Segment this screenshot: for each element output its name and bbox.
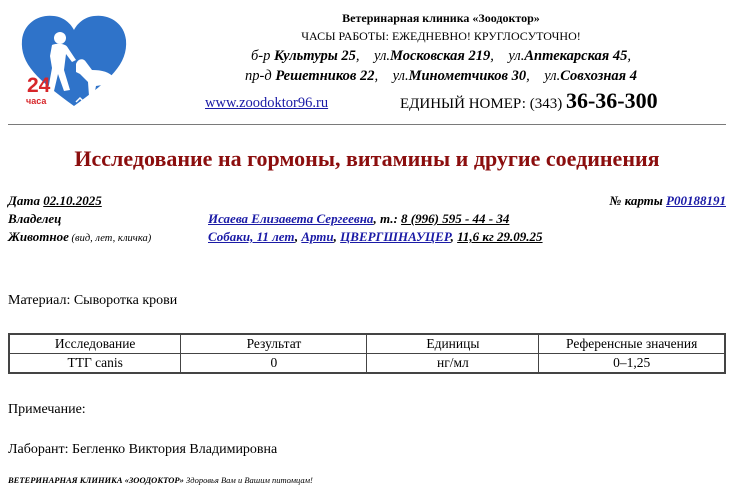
date-row — [8, 193, 102, 209]
lab-technician-line: Лаборант: Бегленко Виктория Владимировна — [8, 442, 278, 457]
animal-hint: (вид, лет, кличка) — [68, 233, 152, 244]
working-hours: ЧАСЫ РАБОТЫ: ЕЖЕДНЕВНО! КРУГЛОСУТОЧНО! — [301, 29, 581, 43]
phone-block — [400, 88, 658, 114]
material-line: Материал: Сыворотка крови — [8, 293, 178, 308]
phone-number: 36-36-300 — [565, 88, 658, 113]
cell-units: нг/мл — [367, 354, 539, 374]
address-3: ул.Аптекарская 45 — [508, 48, 628, 64]
cell-result: 0 — [181, 354, 367, 374]
phone-prefix: , т.: — [373, 211, 402, 226]
card-row — [609, 193, 726, 209]
card-number-link[interactable]: P00188191 — [666, 193, 726, 208]
results-table — [8, 333, 726, 374]
card-label: № карты — [609, 193, 663, 208]
clinic-logo — [18, 14, 130, 108]
owner-name-link[interactable]: Исаева Елизавета Сергеевна — [208, 211, 374, 226]
animal-weight: 11,6 кг 29.09.25 — [457, 229, 543, 244]
footer-wish: Здоровья Вам и Вашим питомцам! — [183, 475, 313, 485]
owner-label: Владелец — [8, 211, 62, 226]
phone-label: ЕДИНЫЙ НОМЕР: — [400, 96, 530, 112]
address-1: б-р Культуры 25 — [250, 48, 356, 64]
date-value: 02.10.2025 — [43, 193, 102, 208]
owner-value — [208, 211, 509, 227]
footer-slogan — [8, 475, 313, 485]
table-header-row — [9, 334, 725, 354]
page-title: Исследование на гормоны, витамины и другие соединения — [74, 146, 660, 171]
address-line-1: б-р Культуры 25, ул.Московская 219, ул.Аптекарская 45, — [250, 48, 632, 64]
animal-breed-link[interactable]: ЦВЕРГШНАУЦЕР — [340, 229, 451, 244]
address-2: ул.Московская 219 — [374, 48, 491, 64]
animal-label: Животное — [8, 229, 69, 244]
animal-name-link[interactable]: Арти — [301, 229, 334, 244]
animal-species-link[interactable]: Собаки, 11 лет — [208, 229, 295, 244]
header-reference: Референсные значения — [539, 334, 725, 354]
note-line: Примечание: — [8, 402, 86, 417]
header-test: Исследование — [9, 334, 181, 354]
logo-hours-text: часа — [26, 96, 47, 106]
date-label: Дата — [8, 193, 40, 208]
footer-clinic: ВЕТЕРИНАРНАЯ КЛИНИКА «ЗООДОКТОР» — [8, 475, 184, 485]
animal-label-row — [8, 229, 151, 245]
logo-24-text: 24 — [27, 74, 51, 97]
header-divider — [8, 124, 726, 125]
address-5: ул.Минометчиков 30 — [392, 68, 527, 84]
table-row — [9, 354, 725, 374]
website-link[interactable]: www.zoodoktor96.ru — [205, 95, 329, 111]
header-result: Результат — [181, 334, 367, 354]
cell-test: ТТГ canis — [9, 354, 181, 374]
address-6: ул.Совхозная 4 — [544, 68, 637, 84]
animal-value: Собаки, 11 лет, Арти, ЦВЕРГШНАУЦЕР, 11,6 кг 29.09.25 — [208, 229, 543, 244]
owner-phone: 8 (996) 595 - 44 - 34 — [401, 211, 510, 226]
phone-code: (343) — [529, 96, 566, 112]
address-line-2: пр-д Решетников 22, ул.Минометчиков 30, ул.Совхозная 4 — [245, 68, 637, 84]
clinic-name: Ветеринарная клиника «Зоодоктор» — [342, 11, 540, 25]
address-4: пр-д Решетников 22 — [245, 68, 375, 84]
cell-reference: 0–1,25 — [539, 354, 725, 374]
header-units: Единицы — [367, 334, 539, 354]
